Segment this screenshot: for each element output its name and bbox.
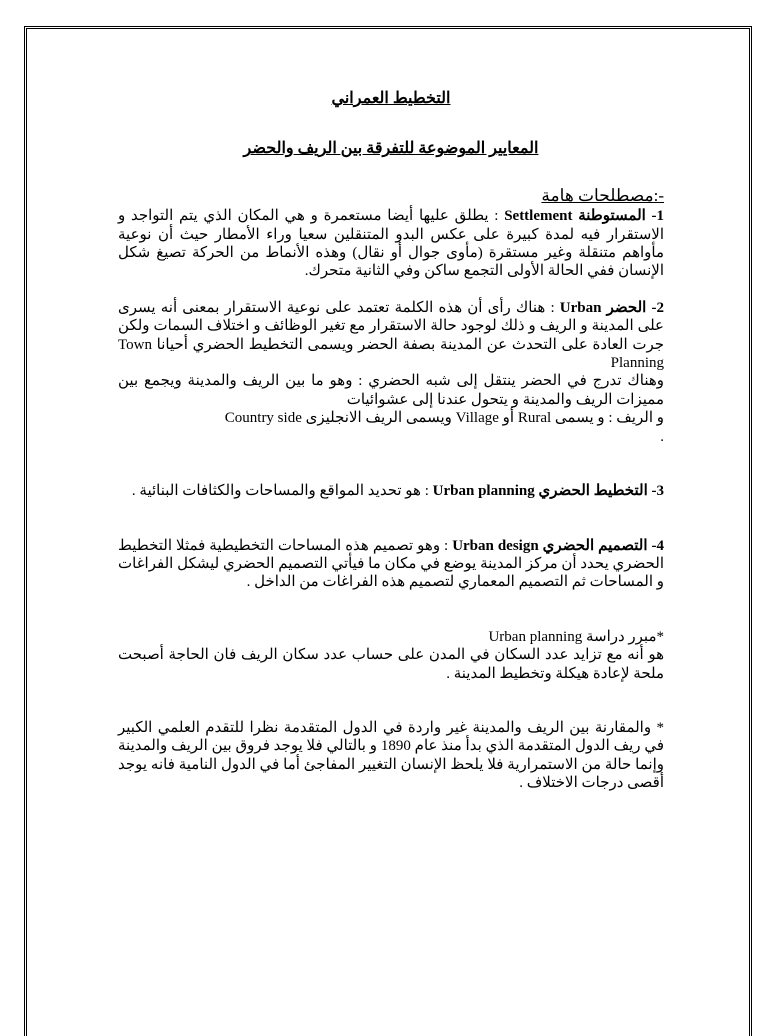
town-planning-term: Town Planning bbox=[118, 336, 664, 372]
rural-suffix: ويسمى الريف الانجليزى bbox=[305, 410, 452, 427]
section-number: 4- bbox=[651, 537, 665, 554]
term-arabic: التخطيط الحضري bbox=[538, 483, 648, 500]
terms-heading: -:مصطلحات هامة bbox=[541, 185, 664, 205]
document-title: التخطيط العمراني bbox=[331, 90, 451, 107]
document-subtitle: المعايير الموضوعة للتفرقة بين الريف والحضر bbox=[243, 140, 539, 158]
section-settlement bbox=[118, 207, 664, 281]
rural-term: Rural bbox=[517, 410, 552, 427]
note-justification-body: هو أنه مع تزايد عدد السكان في المدن على حساب عدد سكان الريف فان الحاجة أصبحت ملحة لإعادة هيكلة وتخطيط المدينة . bbox=[118, 647, 664, 682]
document-body bbox=[118, 90, 664, 793]
section-body: : وهو تصميم هذه المساحات التخطيطية فمثلا التخطيط الحضري يحدد أن مركز المدينة يوضع في مكان ما فيأتي التصميم الحضري ليشكل الفراغات و المساحات ثم التصميم المعماري لتصميم هذه الفراغات من الداخل . bbox=[118, 537, 664, 591]
note-prefix: *مبرر دراسة bbox=[585, 628, 664, 645]
country-side-term: Country side bbox=[224, 410, 302, 427]
section-body: : يطلق عليها أيضا مستعمرة و هي المكان الذي يتم التواجد و الاستقرار فيه لمدة كبيرة على عكس البدو المتنقلين سعيا وراء الأمطار حيث أن نوعية مأواهم متنقلة وغير مستقرة (مأوى جوال أو نقال) وهذه الأنماط من الحركة تصيغ شكل الإنسان ففي الحالة الأولى التجمع ساكن وفي الثانية متحرك. bbox=[118, 208, 664, 280]
trailing-dot: . bbox=[660, 428, 664, 445]
term-english: Urban bbox=[559, 299, 602, 316]
section-body: : هناك رأى أن هذه الكلمة تعتمد على نوعية الاستقرار بمعنى أنه يسرى على المدينة و الريف و ذلك لوجود حالة الاستقرار مع تغير الوظائف و اختلاف السمات ولكن جرت العادة على التحدث عن المدينة بصفة الحضر ويسمى التخطيط الحضري أحيانا bbox=[118, 299, 665, 353]
term-english: Urban design bbox=[452, 537, 539, 554]
section-urban-design bbox=[118, 537, 664, 592]
or-word: أو bbox=[502, 410, 515, 427]
section-body: : هو تحديد المواقع والمساحات والكثافات البنائية . bbox=[131, 483, 429, 500]
term-english: Settlement bbox=[504, 208, 573, 225]
semi-urban-paragraph: وهناك تدرج في الحضر ينتقل إلى شبه الحضري : وهو ما بين الريف والمدينة ويجمع بين مميزات الريف والمدينة و يتحول عندنا إلى عشوائيات bbox=[118, 373, 664, 408]
section-urban-planning bbox=[118, 482, 664, 500]
term-arabic: التصميم الحضري bbox=[542, 537, 648, 554]
note-term: Urban planning bbox=[488, 628, 583, 645]
village-term: Village bbox=[455, 410, 499, 427]
term-arabic: الحضر bbox=[606, 299, 647, 316]
note-comparison: * والمقارنة بين الريف والمدينة غير واردة في الدول المتقدمة نظرا للتقدم العلمي الكبير في ريف الدول المتقدمة الذي بدأ منذ عام 1890 و بالتالي فلا يوجد فروق بين الريف والمدينة وإنما حالة من الاستمرارية فلا يلحظ الإنسان التغيير المفاجئ أما في الدول النامية فانه يوجد أقصى درجات الاختلاف . bbox=[118, 719, 665, 792]
section-urban bbox=[118, 299, 664, 373]
rural-prefix: و الريف : و يسمى bbox=[554, 410, 664, 427]
term-arabic: المستوطنة bbox=[578, 208, 646, 225]
section-number: 3- bbox=[651, 483, 664, 500]
term-english: Urban planning bbox=[432, 483, 535, 500]
section-number: 2- bbox=[651, 299, 665, 316]
note-justification bbox=[118, 628, 664, 646]
section-number: 1- bbox=[651, 208, 665, 225]
rural-line bbox=[106, 409, 664, 427]
